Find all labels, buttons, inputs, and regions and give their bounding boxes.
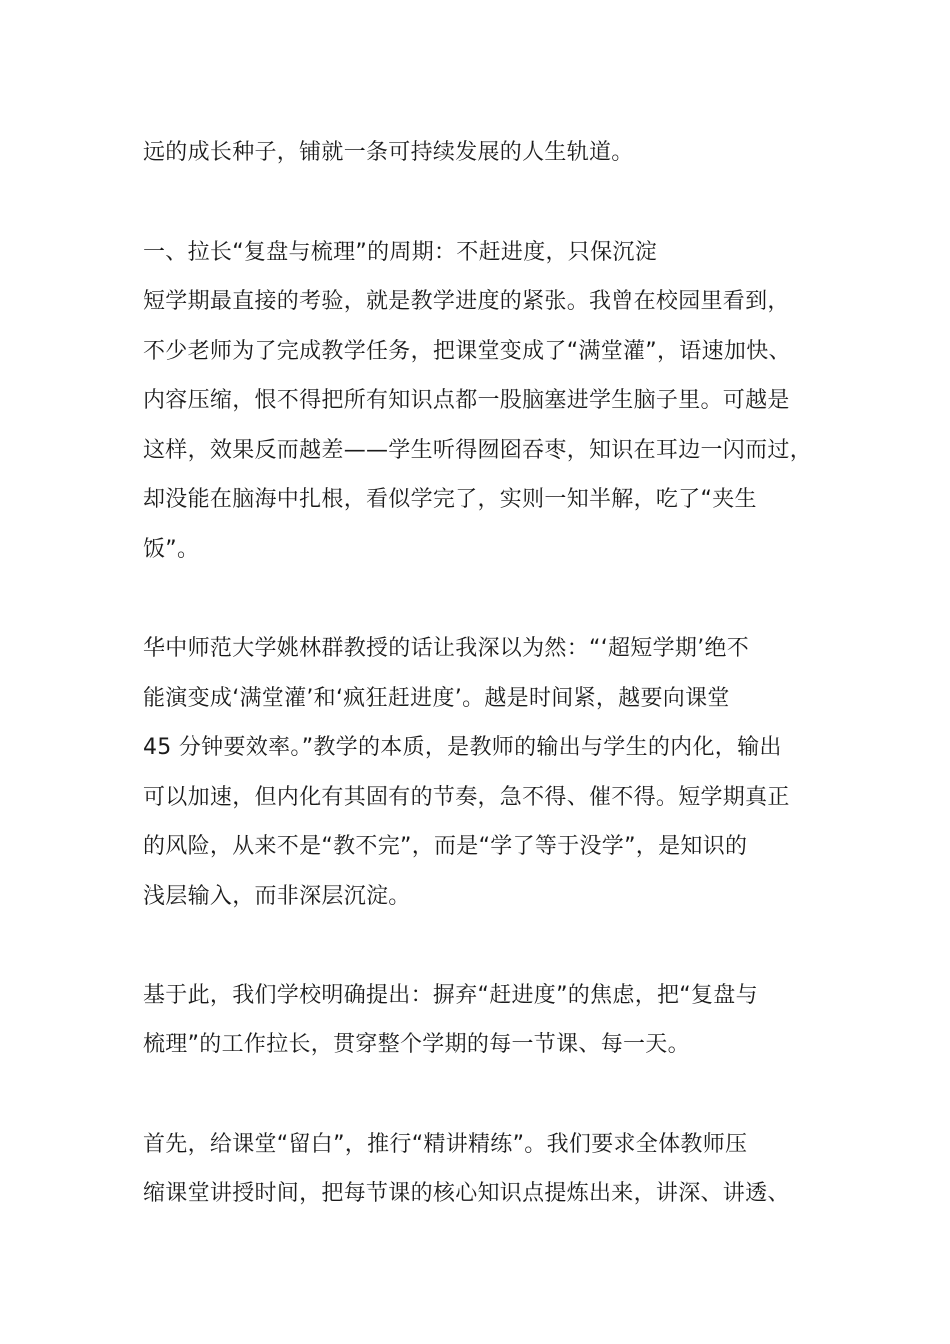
- text-line: 基于此，我们学校明确提出：摒弃“赶进度”的焦虑，把“复盘与: [143, 983, 758, 1008]
- text-line: 能演变成‘满堂灌’和‘疯狂赶进度’。越是时间紧，越要向课堂: [143, 686, 730, 711]
- text-line: 短学期最直接的考验，就是教学进度的紧张。我曾在校园里看到，: [143, 289, 790, 314]
- text-line: 梳理”的工作拉长，贯穿整个学期的每一节课、每一天。: [143, 1032, 690, 1057]
- text-line: 饭”。: [143, 537, 200, 562]
- text-line: 远的成长种子，铺就一条可持续发展的人生轨道。: [143, 140, 634, 165]
- text-line: 首先，给课堂“留白”，推行“精讲精练”。我们要求全体教师压: [143, 1132, 748, 1157]
- text-line: 内容压缩，恨不得把所有知识点都一股脑塞进学生脑子里。可越是: [143, 388, 790, 413]
- text-line: 可以加速，但内化有其固有的节奏，急不得、催不得。短学期真正: [143, 785, 790, 810]
- text-line: 这样，效果反而越差——学生听得囫囵吞枣，知识在耳边一闪而过，: [143, 438, 813, 463]
- text-line: 45 分钟要效率。”教学的本质，是教师的输出与学生的内化，输出: [143, 735, 782, 760]
- section-heading: 一、拉长“复盘与梳理”的周期：不赶进度，只保沉淀: [143, 240, 657, 265]
- text-line: 不少老师为了完成教学任务，把课堂变成了“满堂灌”，语速加快、: [143, 339, 791, 364]
- text-line: 华中师范大学姚林群教授的话让我深以为然：“‘超短学期’绝不: [143, 636, 750, 661]
- text-line: 缩课堂讲授时间，把每节课的核心知识点提炼出来，讲深、讲透、: [143, 1181, 790, 1206]
- text-line: 的风险，从来不是“教不完”，而是“学了等于没学”，是知识的: [143, 834, 748, 859]
- text-line: 浅层输入，而非深层沉淀。: [143, 884, 411, 909]
- text-line: 却没能在脑海中扎根，看似学完了，实则一知半解，吃了“夹生: [143, 487, 757, 512]
